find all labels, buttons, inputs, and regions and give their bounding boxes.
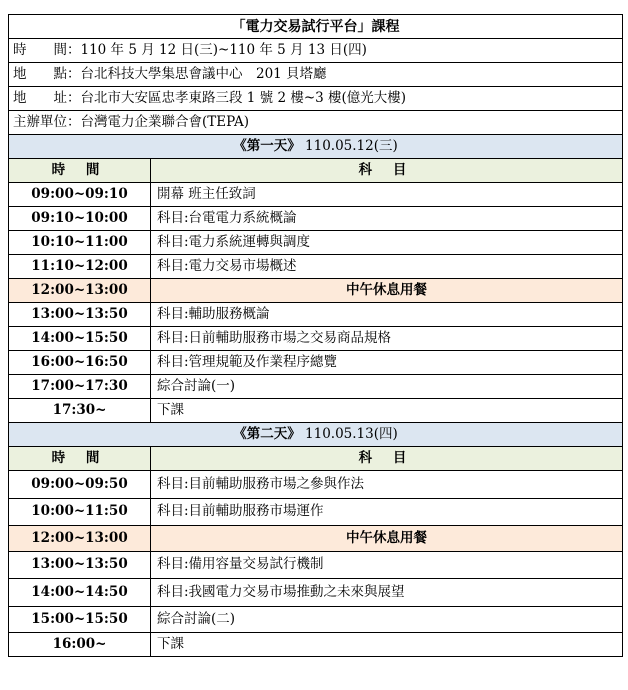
table-row [9,207,623,231]
session-subject: 開幕 班主任致詞 [151,183,623,207]
day1-date: 110.05.12(三) [305,137,398,154]
info-row-address [9,87,623,111]
session-time: 12:00~13:00 [9,526,151,552]
info-label: 地 點 [13,65,67,82]
day1-label: 《第一天》 [233,137,301,154]
session-subject: 中午休息用餐 [151,279,623,303]
session-time: 13:00~13:50 [9,552,151,579]
session-subject: 綜合討論(二) [151,607,623,633]
info-venue: 地 點：台北科技大學集思會議中心 201 貝塔廳 [9,63,623,87]
day2-label: 《第二天》 [233,425,301,442]
table-row [9,399,623,423]
info-organizer: 主辦單位：台灣電力企業聯合會(TEPA) [9,111,623,135]
session-subject: 下課 [151,399,623,423]
session-subject: 科目:輔助服務概論 [151,303,623,327]
table-row [9,579,623,607]
session-time: 14:00~14:50 [9,579,151,607]
session-time: 16:00~ [9,633,151,657]
session-time: 10:00~11:50 [9,499,151,526]
table-row [9,375,623,399]
session-subject: 下課 [151,633,623,657]
session-time: 16:00~16:50 [9,351,151,375]
course-schedule [8,14,622,657]
header-time: 時 間 [9,159,151,183]
info-label: 時 間 [13,41,67,58]
session-time: 09:00~09:50 [9,471,151,499]
table-row [9,255,623,279]
header-subject: 科 目 [151,159,623,183]
session-subject: 科目:台電電力系統概論 [151,207,623,231]
table-row [9,607,623,633]
day1-header-row [9,159,623,183]
info-value: 台北科技大學集思會議中心 201 貝塔廳 [80,65,327,82]
info-address: 地 址：台北市大安區忠孝東路三段 1 號 2 樓~3 樓(億光大樓) [9,87,623,111]
day2-date: 110.05.13(四) [305,425,398,442]
session-subject: 科目:日前輔助服務市場之交易商品規格 [151,327,623,351]
session-subject: 科目:目前輔助服務市場之參與作法 [151,471,623,499]
table-row [9,303,623,327]
header-subject: 科 目 [151,447,623,471]
session-subject: 科目:我國電力交易市場推動之未來與展望 [151,579,623,607]
day1-band [9,135,623,159]
info-time: 時 間：110 年 5 月 12 日(三)~110 年 5 月 13 日(四) [9,39,623,63]
table-row [9,327,623,351]
session-time: 10:10~11:00 [9,231,151,255]
session-subject: 綜合討論(一) [151,375,623,399]
table-row [9,183,623,207]
info-label: 主辦單位 [13,113,67,130]
info-value: 台北市大安區忠孝東路三段 1 號 2 樓~3 樓(億光大樓) [80,89,407,106]
session-time: 12:00~13:00 [9,279,151,303]
info-label: 地 址 [13,89,67,106]
session-time: 09:00~09:10 [9,183,151,207]
info-value: 台灣電力企業聯合會(TEPA) [80,113,249,130]
table-row [9,231,623,255]
lunch-row [9,526,623,552]
title-row [9,15,623,39]
day2-band [9,423,623,447]
session-subject: 科目:備用容量交易試行機制 [151,552,623,579]
session-subject: 科目:電力交易市場概述 [151,255,623,279]
header-time: 時 間 [9,447,151,471]
table-row [9,499,623,526]
table-row [9,351,623,375]
session-subject: 科目:管理規範及作業程序總覽 [151,351,623,375]
info-row-organizer [9,111,623,135]
info-value: 110 年 5 月 12 日(三)~110 年 5 月 13 日(四) [80,41,367,58]
schedule-table [8,14,623,657]
session-time: 17:30~ [9,399,151,423]
session-time: 14:00~15:50 [9,327,151,351]
table-row [9,552,623,579]
course-title: 「電力交易試行平台」課程 [9,15,623,39]
day2-header-row [9,447,623,471]
session-subject: 科目:目前輔助服務市場運作 [151,499,623,526]
info-row-time [9,39,623,63]
session-time: 11:10~12:00 [9,255,151,279]
table-row [9,633,623,657]
session-time: 13:00~13:50 [9,303,151,327]
day1-title [9,135,623,159]
table-row [9,471,623,499]
session-subject: 中午休息用餐 [151,526,623,552]
session-subject: 科目:電力系統運轉與調度 [151,231,623,255]
session-time: 15:00~15:50 [9,607,151,633]
session-time: 09:10~10:00 [9,207,151,231]
day2-title [9,423,623,447]
info-row-venue [9,63,623,87]
lunch-row [9,279,623,303]
session-time: 17:00~17:30 [9,375,151,399]
